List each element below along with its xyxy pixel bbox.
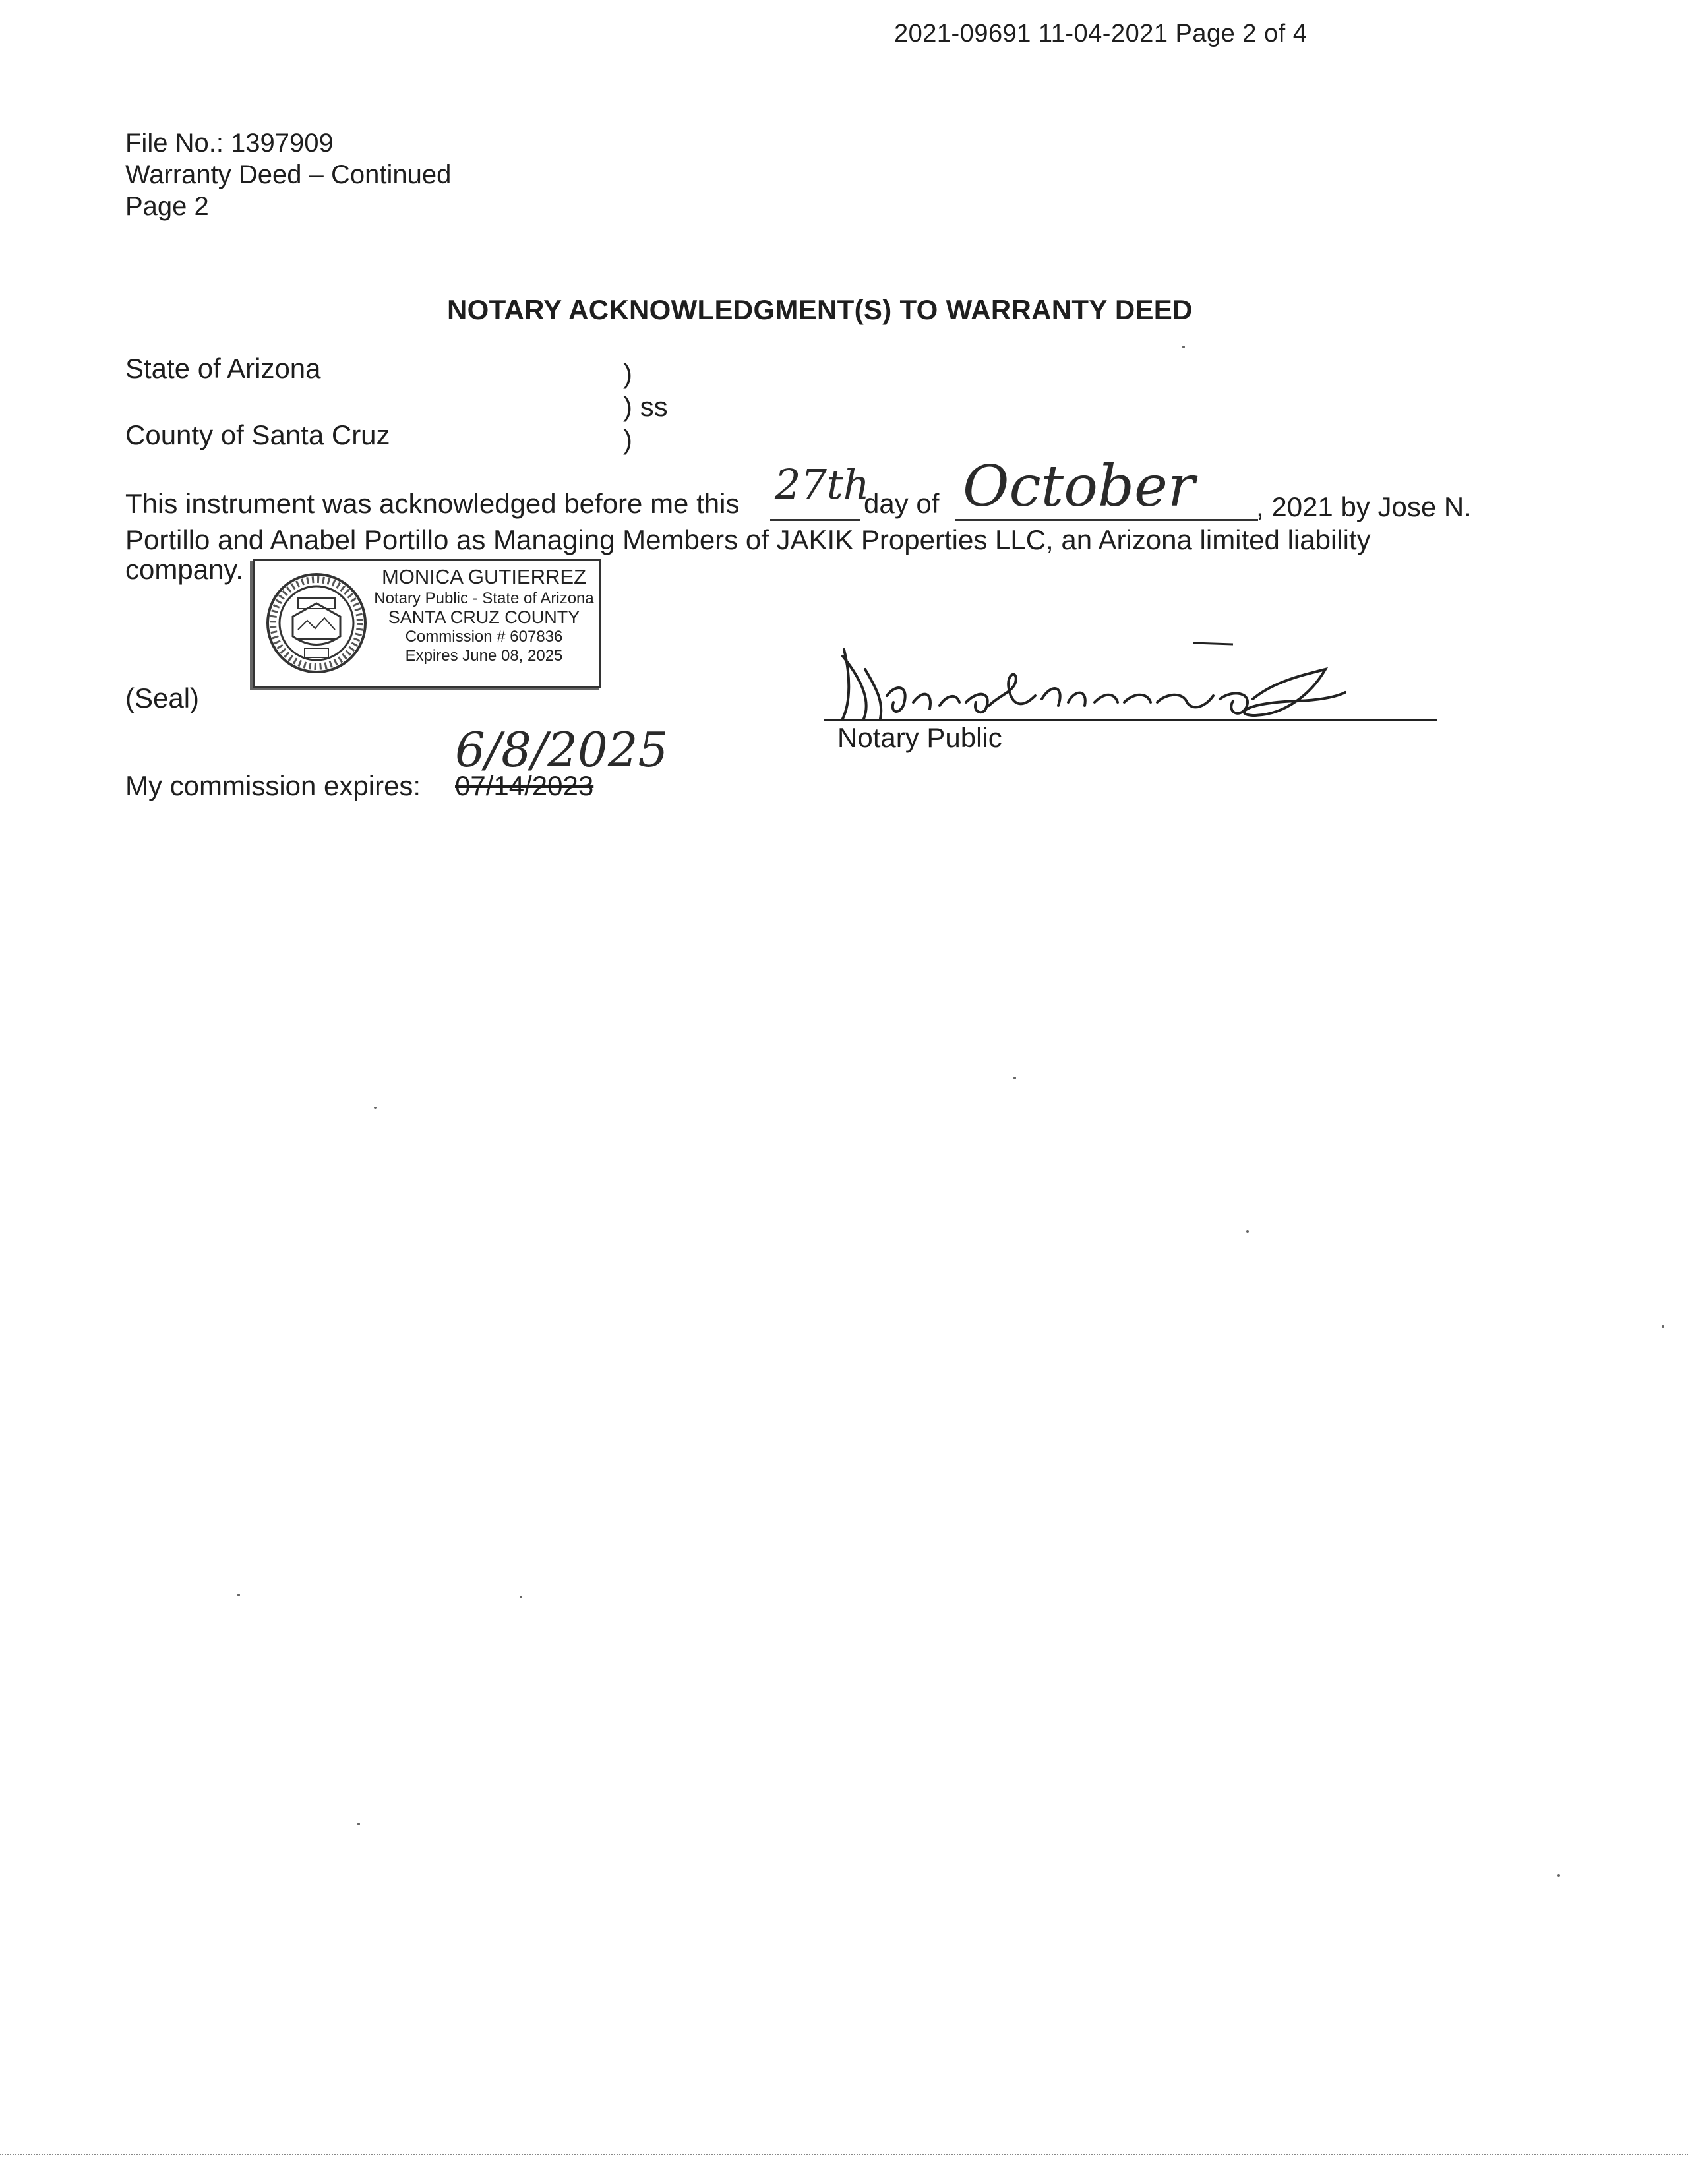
commission-printed-date: 07/14/2023 — [455, 770, 594, 801]
scan-speck — [1013, 1077, 1016, 1079]
recording-header: 2021-09691 11-04-2021 Page 2 of 4 — [894, 20, 1308, 47]
page-number: Page 2 — [125, 192, 209, 221]
commission-label: My commission expires: — [125, 770, 421, 801]
ack-month-handwritten: October — [963, 454, 1195, 520]
ack-line3: company. — [125, 554, 243, 585]
scan-speck — [1662, 1325, 1664, 1328]
scan-speck — [1246, 1230, 1249, 1233]
ack-line1-c: , 2021 by Jose N. — [1256, 491, 1472, 522]
stamp-notary-title: Notary Public - State of Arizona — [374, 590, 594, 607]
notary-stamp — [253, 559, 601, 688]
ack-line1-a: This instrument was acknowledged before me this — [125, 488, 740, 519]
venue-state: State of Arizona — [125, 353, 321, 384]
venue-paren-3: ) — [623, 424, 632, 455]
stamp-notary-name: MONICA GUTIERREZ — [381, 565, 586, 588]
state-seal-icon — [264, 570, 369, 676]
scan-speck — [374, 1107, 377, 1109]
venue-paren-1: ) — [623, 358, 632, 389]
ack-day-underline — [770, 519, 860, 521]
scan-speck — [1557, 1874, 1560, 1877]
scan-speck — [237, 1594, 240, 1596]
venue-paren-ss: ) ss — [623, 391, 668, 422]
notary-public-label: Notary Public — [837, 722, 1002, 753]
scan-speck — [1182, 346, 1185, 348]
scan-speck — [520, 1596, 522, 1598]
scan-footer-edge — [0, 2154, 1688, 2155]
ack-line2: Portillo and Anabel Portillo as Managing Members of JAKIK Properties LLC, an Arizona limited liability — [125, 524, 1371, 555]
page-title: NOTARY ACKNOWLEDGMENT(S) TO WARRANTY DEED — [447, 294, 1193, 325]
ack-line1-b: day of — [864, 488, 940, 519]
ack-month-underline — [955, 519, 1258, 521]
seal-label: (Seal) — [125, 682, 200, 713]
document-name: Warranty Deed – Continued — [125, 160, 452, 189]
stamp-county: SANTA CRUZ COUNTY — [388, 607, 580, 627]
stamp-commission: Commission # 607836 — [405, 628, 563, 646]
file-meta — [125, 127, 451, 222]
stamp-expires: Expires June 08, 2025 — [405, 647, 563, 665]
ack-day-handwritten: 27th — [775, 460, 870, 508]
scan-speck — [357, 1823, 360, 1825]
commission-handwritten-date: 6/8/2025 — [455, 722, 669, 777]
venue-county: County of Santa Cruz — [125, 419, 390, 450]
file-number: File No.: 1397909 — [125, 129, 334, 158]
stamp-text — [372, 565, 596, 665]
